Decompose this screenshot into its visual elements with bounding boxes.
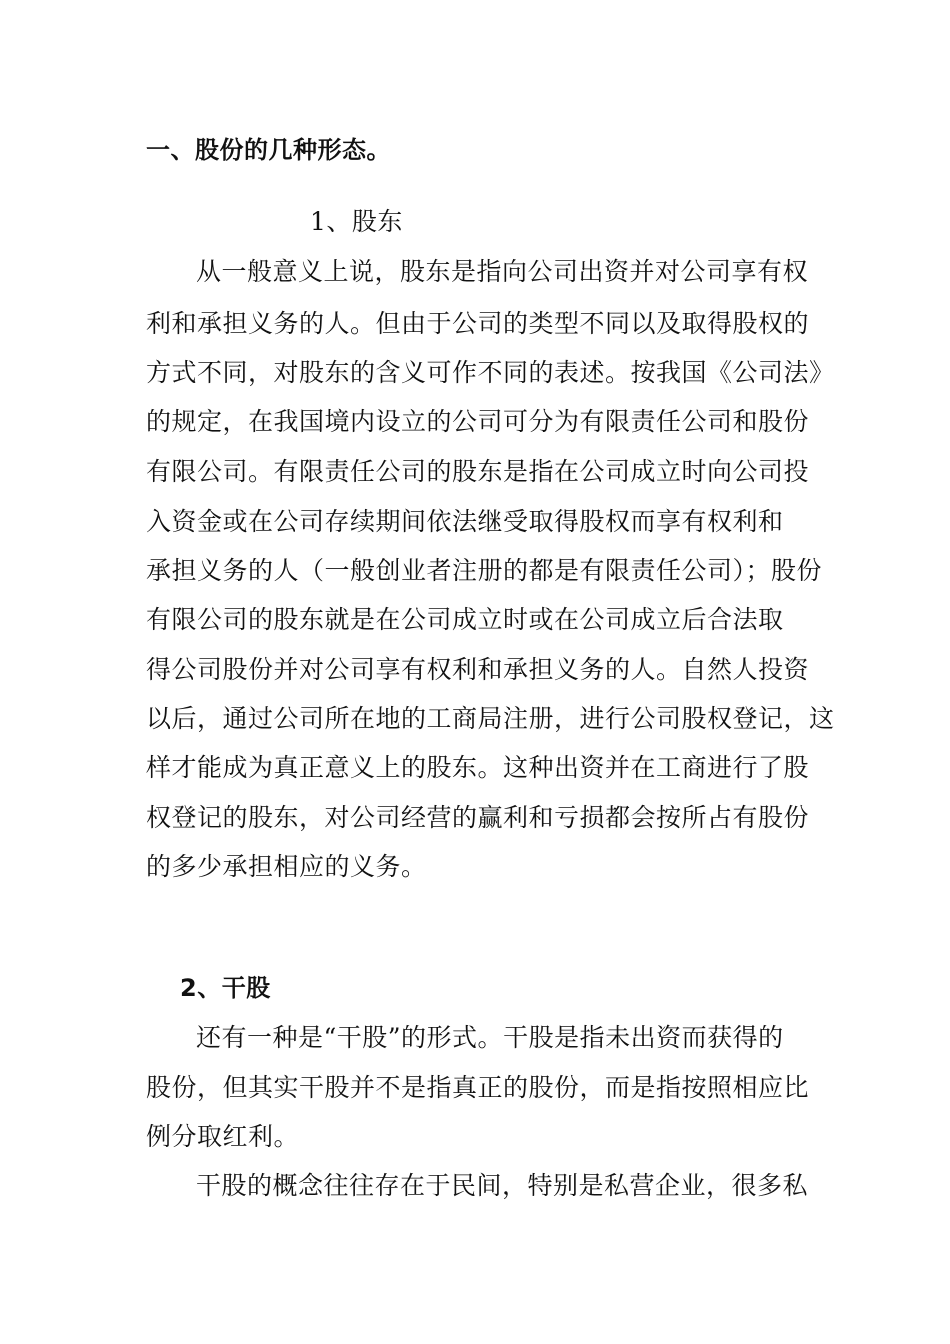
paragraph-line: 有限公司。有限责任公司的股东是指在公司成立时向公司投	[146, 457, 810, 486]
paragraph-line: 干股的概念往往存在于民间，特别是私营企业，很多私	[196, 1171, 809, 1200]
paragraph-line: 权登记的股东，对公司经营的赢利和亏损都会按所占有股份	[146, 803, 810, 832]
section-heading: 一、股份的几种形态。	[146, 136, 391, 164]
paragraph-line: 以后，通过公司所在地的工商局注册，进行公司股权登记，这	[146, 704, 835, 733]
paragraph-line: 从一般意义上说，股东是指向公司出资并对公司享有权	[196, 257, 809, 286]
paragraph-line: 的多少承担相应的义务。	[146, 852, 427, 881]
paragraph-line: 还有一种是“干股”的形式。干股是指未出资而获得的	[196, 1023, 784, 1052]
subsection-heading-shareholder: 1、股东	[310, 207, 403, 236]
paragraph-line: 例分取红利。	[146, 1122, 300, 1151]
paragraph-line: 承担义务的人（一般创业者注册的都是有限责任公司）；股份	[146, 556, 823, 585]
paragraph-line: 股份，但其实干股并不是指真正的股份，而是指按照相应比	[146, 1073, 810, 1102]
subsection-heading-dry-shares: 2、干股	[180, 974, 271, 1002]
paragraph-line: 的规定，在我国境内设立的公司可分为有限责任公司和股份	[146, 407, 810, 436]
paragraph-line: 方式不同，对股东的含义可作不同的表述。按我国《公司法》	[146, 358, 835, 387]
paragraph-line: 入资金或在公司存续期间依法继受取得股权而享有权利和	[146, 507, 784, 536]
paragraph-line: 有限公司的股东就是在公司成立时或在公司成立后合法取	[146, 605, 784, 634]
paragraph-line: 样才能成为真正意义上的股东。这种出资并在工商进行了股	[146, 753, 810, 782]
paragraph-line: 利和承担义务的人。但由于公司的类型不同以及取得股权的	[146, 309, 810, 338]
paragraph-line: 得公司股份并对公司享有权利和承担义务的人。自然人投资	[146, 655, 810, 684]
